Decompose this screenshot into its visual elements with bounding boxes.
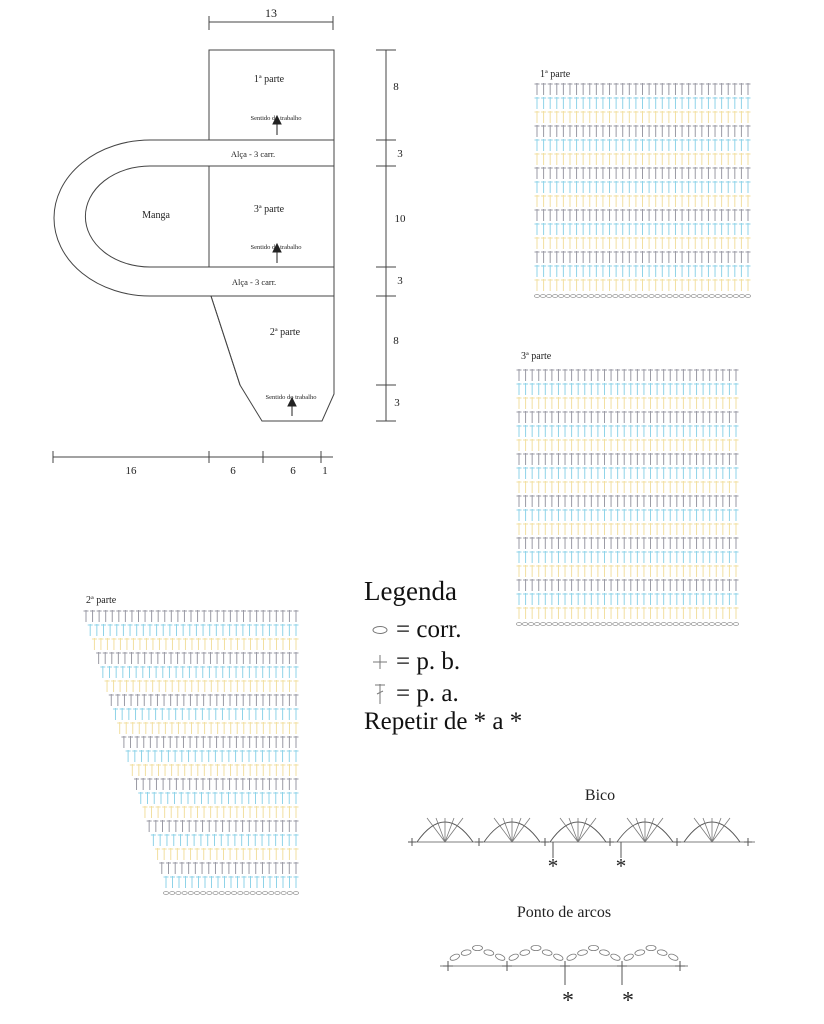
chain-stitch-mark: [697, 295, 702, 298]
dim-right-label: 10: [394, 213, 406, 225]
chain-stitch-mark: [571, 295, 576, 298]
chain-stitch-mark: [565, 623, 570, 626]
chain-stitch-mark: [566, 953, 577, 962]
part1-box: [209, 50, 334, 140]
dim-bottom-label: 6: [290, 465, 296, 477]
chain-stitch-mark: [244, 892, 249, 895]
chain-stitch-mark: [625, 623, 630, 626]
chain-stitch-mark: [595, 623, 600, 626]
chain-stitch-mark: [625, 295, 630, 298]
repeat-star: *: [562, 988, 574, 1014]
double-crochet-mark: [427, 818, 445, 842]
chain-stitch-mark: [531, 945, 541, 950]
chain-stitch-mark: [739, 295, 744, 298]
chain-stitch-mark: [631, 295, 636, 298]
chain-stitch-mark: [673, 295, 678, 298]
legend-chain-text: = corr.: [396, 616, 462, 643]
chain-stitch-mark: [583, 295, 588, 298]
chain-stitch-mark: [287, 892, 292, 895]
chain-stitch-mark: [745, 295, 750, 298]
chain-stitch-mark: [685, 295, 690, 298]
chain-stitch-mark: [601, 295, 606, 298]
chart-part1-title: 1ª parte: [540, 69, 571, 80]
chart-part3: [516, 369, 738, 626]
dim-right-label: 3: [394, 397, 400, 409]
chain-stitch-mark: [213, 892, 218, 895]
chain-stitch-mark: [541, 623, 546, 626]
chain-stitch-mark: [231, 892, 236, 895]
chain-stitch-mark: [709, 295, 714, 298]
chain-stitch-mark: [553, 953, 564, 962]
part1-label: 1ª parte: [253, 74, 285, 85]
chain-stitch-mark: [637, 295, 642, 298]
part3-label: 3ª parte: [253, 204, 285, 215]
part2-shape: [211, 296, 334, 421]
repeat-star: *: [615, 854, 627, 878]
chain-stitch-mark: [238, 892, 243, 895]
dim-bottom-label: 6: [230, 465, 236, 477]
chain-stitch-mark: [483, 949, 494, 956]
dim-bottom-label: 1: [322, 465, 328, 477]
legend-title: Legenda: [364, 576, 457, 606]
chain-stitch-mark: [637, 623, 642, 626]
chain-stitch-mark: [619, 623, 624, 626]
chain-stitch-mark: [595, 295, 600, 298]
legend-single-text: = p. b.: [396, 648, 461, 675]
chain-stitch-mark: [207, 892, 212, 895]
sleeve-inner: [85, 166, 150, 267]
chain-stitch-mark: [552, 295, 557, 298]
chain-stitch-mark: [649, 623, 654, 626]
chain-stitch-mark: [733, 623, 738, 626]
chain-stitch-mark: [661, 295, 666, 298]
legend-double: [370, 680, 459, 708]
chain-stitch-mark: [703, 623, 708, 626]
chain-stitch-mark: [589, 945, 599, 950]
chain-stitch-mark: [613, 295, 618, 298]
chain-stitch-mark: [601, 623, 606, 626]
dim-right-label: 3: [397, 148, 403, 160]
chain-stitch-mark: [188, 892, 193, 895]
double-crochet-mark: [494, 818, 512, 842]
chain-stitch-mark: [727, 295, 732, 298]
chain-stitch-mark: [522, 623, 527, 626]
chain-stitch-mark: [589, 623, 594, 626]
chart-part3-title: 3ª parte: [521, 351, 552, 362]
chain-stitch-mark: [657, 949, 668, 956]
chart-part2-title: 2ª parte: [86, 595, 117, 606]
chain-stitch-mark: [697, 623, 702, 626]
chain-stitch-mark: [703, 295, 708, 298]
chain-stitch-mark: [623, 953, 634, 962]
double-crochet-mark: [712, 818, 730, 842]
chain-stitch-mark: [565, 295, 570, 298]
chain-stitch-mark: [275, 892, 280, 895]
legend-repeat: Repetir de * a *: [364, 708, 523, 735]
chain-stitch-mark: [495, 953, 506, 962]
chain-stitch-mark: [256, 892, 261, 895]
chain-stitch-icon: [370, 623, 390, 637]
double-crochet-mark: [560, 818, 578, 842]
chain-stitch-mark: [691, 623, 696, 626]
repeat-star: *: [622, 988, 634, 1014]
bico-edging-chart: [408, 818, 755, 858]
chain-stitch-mark: [583, 623, 588, 626]
chain-stitch-mark: [721, 623, 726, 626]
chain-stitch-mark: [715, 295, 720, 298]
chart-part2: [84, 610, 299, 895]
dim-top-label: 13: [265, 6, 277, 20]
chart-part1: [534, 83, 750, 298]
chain-stitch-mark: [201, 892, 206, 895]
chain-stitch-mark: [559, 295, 564, 298]
strap2-label: Alça - 3 carr.: [231, 277, 277, 287]
part3-box: [209, 166, 334, 267]
chain-stitch-mark: [194, 892, 199, 895]
chain-stitch-mark: [631, 623, 636, 626]
chain-stitch-mark: [553, 623, 558, 626]
schematic-labels: [126, 6, 407, 477]
double-crochet-icon: [370, 682, 390, 706]
chain-stitch-mark: [599, 949, 610, 956]
chain-stitch-mark: [673, 623, 678, 626]
chain-stitch-mark: [163, 892, 168, 895]
chain-stitch-mark: [559, 623, 564, 626]
chain-stitch-mark: [691, 295, 696, 298]
chain-stitch-mark: [577, 623, 582, 626]
chain-stitch-mark: [534, 623, 539, 626]
chain-stitch-mark: [293, 892, 298, 895]
garment-schematic: [53, 16, 396, 463]
double-crochet-mark: [627, 818, 645, 842]
bico-title: Bico: [584, 787, 616, 804]
chain-stitch-mark: [709, 623, 714, 626]
chain-stitch-mark: [540, 295, 545, 298]
chain-stitch-mark: [571, 623, 576, 626]
chain-stitch-mark: [473, 945, 483, 950]
chain-stitch-mark: [634, 949, 645, 956]
chain-stitch-mark: [721, 295, 726, 298]
chain-stitch-mark: [269, 892, 274, 895]
chain-stitch-mark: [281, 892, 286, 895]
chain-stitch-mark: [577, 295, 582, 298]
chain-stitch-mark: [219, 892, 224, 895]
double-crochet-mark: [445, 818, 463, 842]
chain-stitch-mark: [727, 623, 732, 626]
chain-stitch-mark: [715, 623, 720, 626]
chain-stitch-mark: [646, 945, 656, 950]
chain-stitch-mark: [461, 949, 472, 956]
double-crochet-mark: [512, 818, 530, 842]
chain-stitch-mark: [546, 295, 551, 298]
chain-stitch-mark: [668, 953, 679, 962]
chain-stitch-mark: [649, 295, 654, 298]
chain-stitch-mark: [679, 295, 684, 298]
dim-right-label: 8: [393, 335, 399, 347]
chain-stitch-mark: [519, 949, 530, 956]
chain-stitch-mark: [679, 623, 684, 626]
chain-stitch-mark: [449, 953, 460, 962]
chain-stitch-mark: [643, 295, 648, 298]
chain-stitch-mark: [182, 892, 187, 895]
part2-label: 2ª parte: [269, 327, 301, 338]
arcos-edging-chart: [440, 945, 688, 985]
chain-stitch-mark: [528, 623, 533, 626]
direction-label: Sentido do trabalho: [250, 115, 302, 122]
single-crochet-icon: [370, 653, 390, 671]
direction-label: Sentido do trabalho: [250, 244, 302, 251]
direction-label: Sentido do trabalho: [265, 394, 317, 401]
dim-right-label: 3: [397, 275, 403, 287]
chain-stitch-mark: [661, 623, 666, 626]
chain-stitch-mark: [170, 892, 175, 895]
strap1-label: Alça - 3 carr.: [230, 149, 276, 159]
double-crochet-mark: [578, 818, 596, 842]
chain-stitch-mark: [547, 623, 552, 626]
repeat-star: *: [547, 854, 559, 878]
sleeve-label: Manga: [142, 210, 170, 221]
legend-chain: [370, 616, 461, 644]
chain-stitch-mark: [643, 623, 648, 626]
chain-stitch-mark: [225, 892, 230, 895]
chain-stitch-mark: [619, 295, 624, 298]
chain-stitch-mark: [733, 295, 738, 298]
chain-stitch-mark: [589, 295, 594, 298]
chain-stitch-mark: [534, 295, 539, 298]
chain-stitch-mark: [262, 892, 267, 895]
chain-stitch-mark: [250, 892, 255, 895]
chain-stitch-mark: [516, 623, 521, 626]
chain-stitch-mark: [542, 949, 553, 956]
sleeve-outer: [54, 140, 150, 296]
chain-stitch-mark: [577, 949, 588, 956]
chain-stitch-mark: [667, 623, 672, 626]
dim-right-label: 8: [393, 81, 399, 93]
chain-stitch-mark: [607, 623, 612, 626]
chain-stitch-mark: [667, 295, 672, 298]
chain-stitch-mark: [176, 892, 181, 895]
part2-slant: [211, 296, 240, 385]
chain-stitch-mark: [655, 295, 660, 298]
legend-single: [370, 648, 460, 676]
double-crochet-mark: [645, 818, 663, 842]
arcos-title: Ponto de arcos: [516, 904, 612, 921]
legend-double-text: = p. a.: [396, 680, 459, 707]
chain-stitch-mark: [607, 295, 612, 298]
chain-stitch-mark: [685, 623, 690, 626]
chain-stitch-mark: [610, 953, 621, 962]
double-crochet-mark: [694, 818, 712, 842]
chain-stitch-mark: [508, 953, 519, 962]
dim-bottom-label: 16: [125, 465, 137, 477]
chain-stitch-mark: [655, 623, 660, 626]
chain-stitch-mark: [613, 623, 618, 626]
